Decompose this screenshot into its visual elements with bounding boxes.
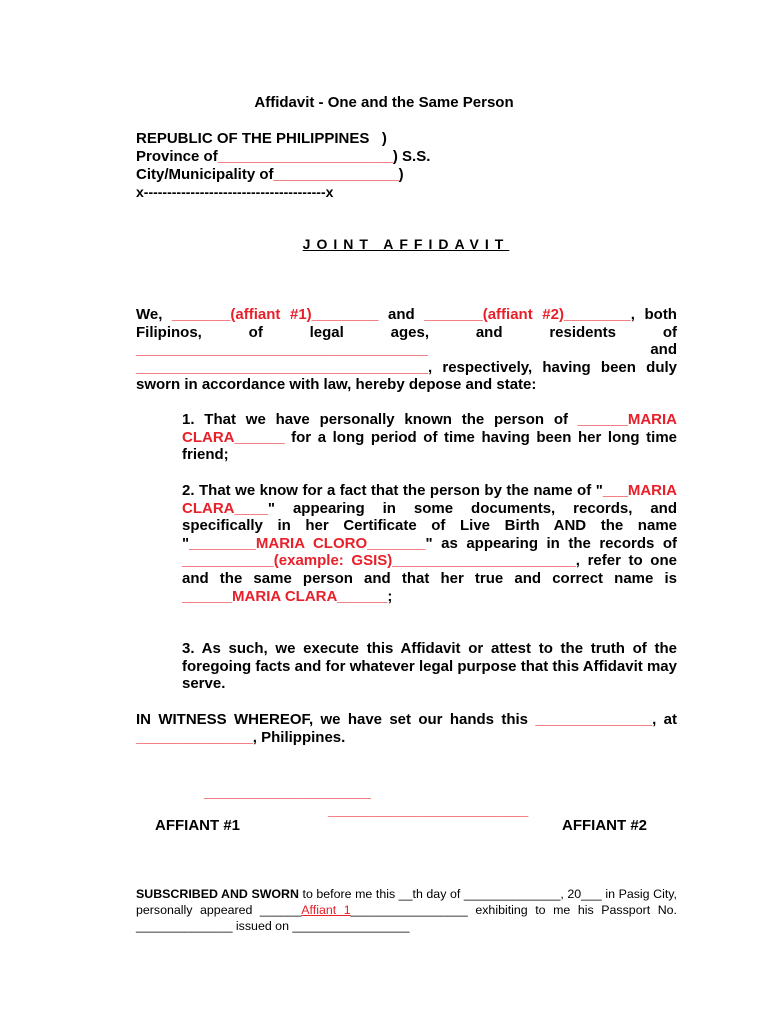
para2-records-example: ___________(example: GSIS)______________________ <box>182 552 576 570</box>
witness-text-b: , at <box>652 711 677 728</box>
caption-republic: REPUBLIC OF THE PHILIPPINES ) <box>136 130 387 147</box>
para2-name1: ___MARIA CLARA____ <box>182 482 677 517</box>
intro-paragraph <box>136 306 677 394</box>
witness-text-a: IN WITNESS WHEREOF, we have set our hands this <box>136 711 536 728</box>
residence1-blank: ___________________________________ <box>136 341 428 359</box>
paragraph-3: 3. As such, we execute this Affidavit or attest to the truth of the foregoing facts and for whatever legal purpose that this Affidavit may serve. <box>182 640 677 693</box>
para2-name2: ________MARIA CLORO_______ <box>189 534 426 552</box>
witness-text-c: , Philippines. <box>252 728 346 746</box>
jurat-text-b: _________________ exhibiting to me his Passport No. ______________ issued on _________________ <box>136 903 677 933</box>
city-blank: _______________ <box>273 166 399 183</box>
jurat-heading: SUBSCRIBED AND SWORN <box>136 887 299 901</box>
paragraph-1 <box>182 411 677 464</box>
affiant1-signature-line: ____________________ <box>204 784 371 801</box>
intro-text-2: , respectively, having been duly sworn in accordance with law, hereby depose and state: <box>136 358 677 394</box>
province-blank: _____________________ <box>217 148 393 165</box>
document-title: Affidavit - One and the Same Person <box>254 94 514 111</box>
para2-name3: ______MARIA CLARA______ <box>182 587 388 605</box>
witness-paragraph <box>136 711 677 746</box>
jurat-text-a: to before me this __th day of ______________, 20___ in Pasig City, personally appeared ______ <box>136 887 677 917</box>
witness-place-blank: ______________ <box>136 728 253 746</box>
para2-text-a: 2. That we know for a fact that the person by the name of " <box>182 482 603 499</box>
caption-divider: x---------------------------------------x <box>136 184 334 200</box>
caption-city <box>136 166 404 184</box>
caption-province <box>136 148 430 166</box>
paragraph-2 <box>182 482 677 605</box>
affiant2-blank: _______(affiant #2)________ <box>424 306 631 323</box>
caption-paren: ) <box>398 166 404 183</box>
intro-and: and <box>378 306 425 323</box>
caption-province-label: Province of <box>136 148 218 165</box>
para2-text-b: " appearing in some documents, records, and specifically in her Certificate of Live Birth AND the name " <box>182 499 677 552</box>
affiant1-label: AFFIANT #1 <box>155 817 241 834</box>
para2-text-c: " as appearing in the records of <box>425 534 677 552</box>
residence2-blank: ___________________________________ <box>136 358 428 376</box>
jurat-paragraph <box>136 886 677 934</box>
caption-city-label: City/Municipality of <box>136 166 274 183</box>
jurat-affiant: Affiant 1 <box>301 903 351 917</box>
witness-date-blank: ______________ <box>535 711 653 728</box>
affiant2-signature-line: ________________________ <box>328 802 529 819</box>
affiant1-blank: _______(affiant #1)________ <box>172 306 379 323</box>
para2-text-e: ; <box>387 587 393 605</box>
para1-name: ______MARIA CLARA______ <box>182 411 677 446</box>
intro-and-2: and <box>427 341 677 359</box>
joint-affidavit-heading: JOINT AFFIDAVIT <box>302 236 510 252</box>
caption-ss: ) S.S. <box>392 148 431 165</box>
para2-text-d: , refer to one and the same person and that her true and correct name is <box>182 552 677 587</box>
para1-text-a: 1. That we have personally known the person of <box>182 411 578 428</box>
affiant2-label: AFFIANT #2 <box>562 817 648 834</box>
intro-we: We, <box>136 306 172 323</box>
para1-text-b: for a long period of time having been her long time friend; <box>182 428 677 464</box>
intro-text-1: , both Filipinos, of legal ages, and residents of <box>136 306 677 341</box>
